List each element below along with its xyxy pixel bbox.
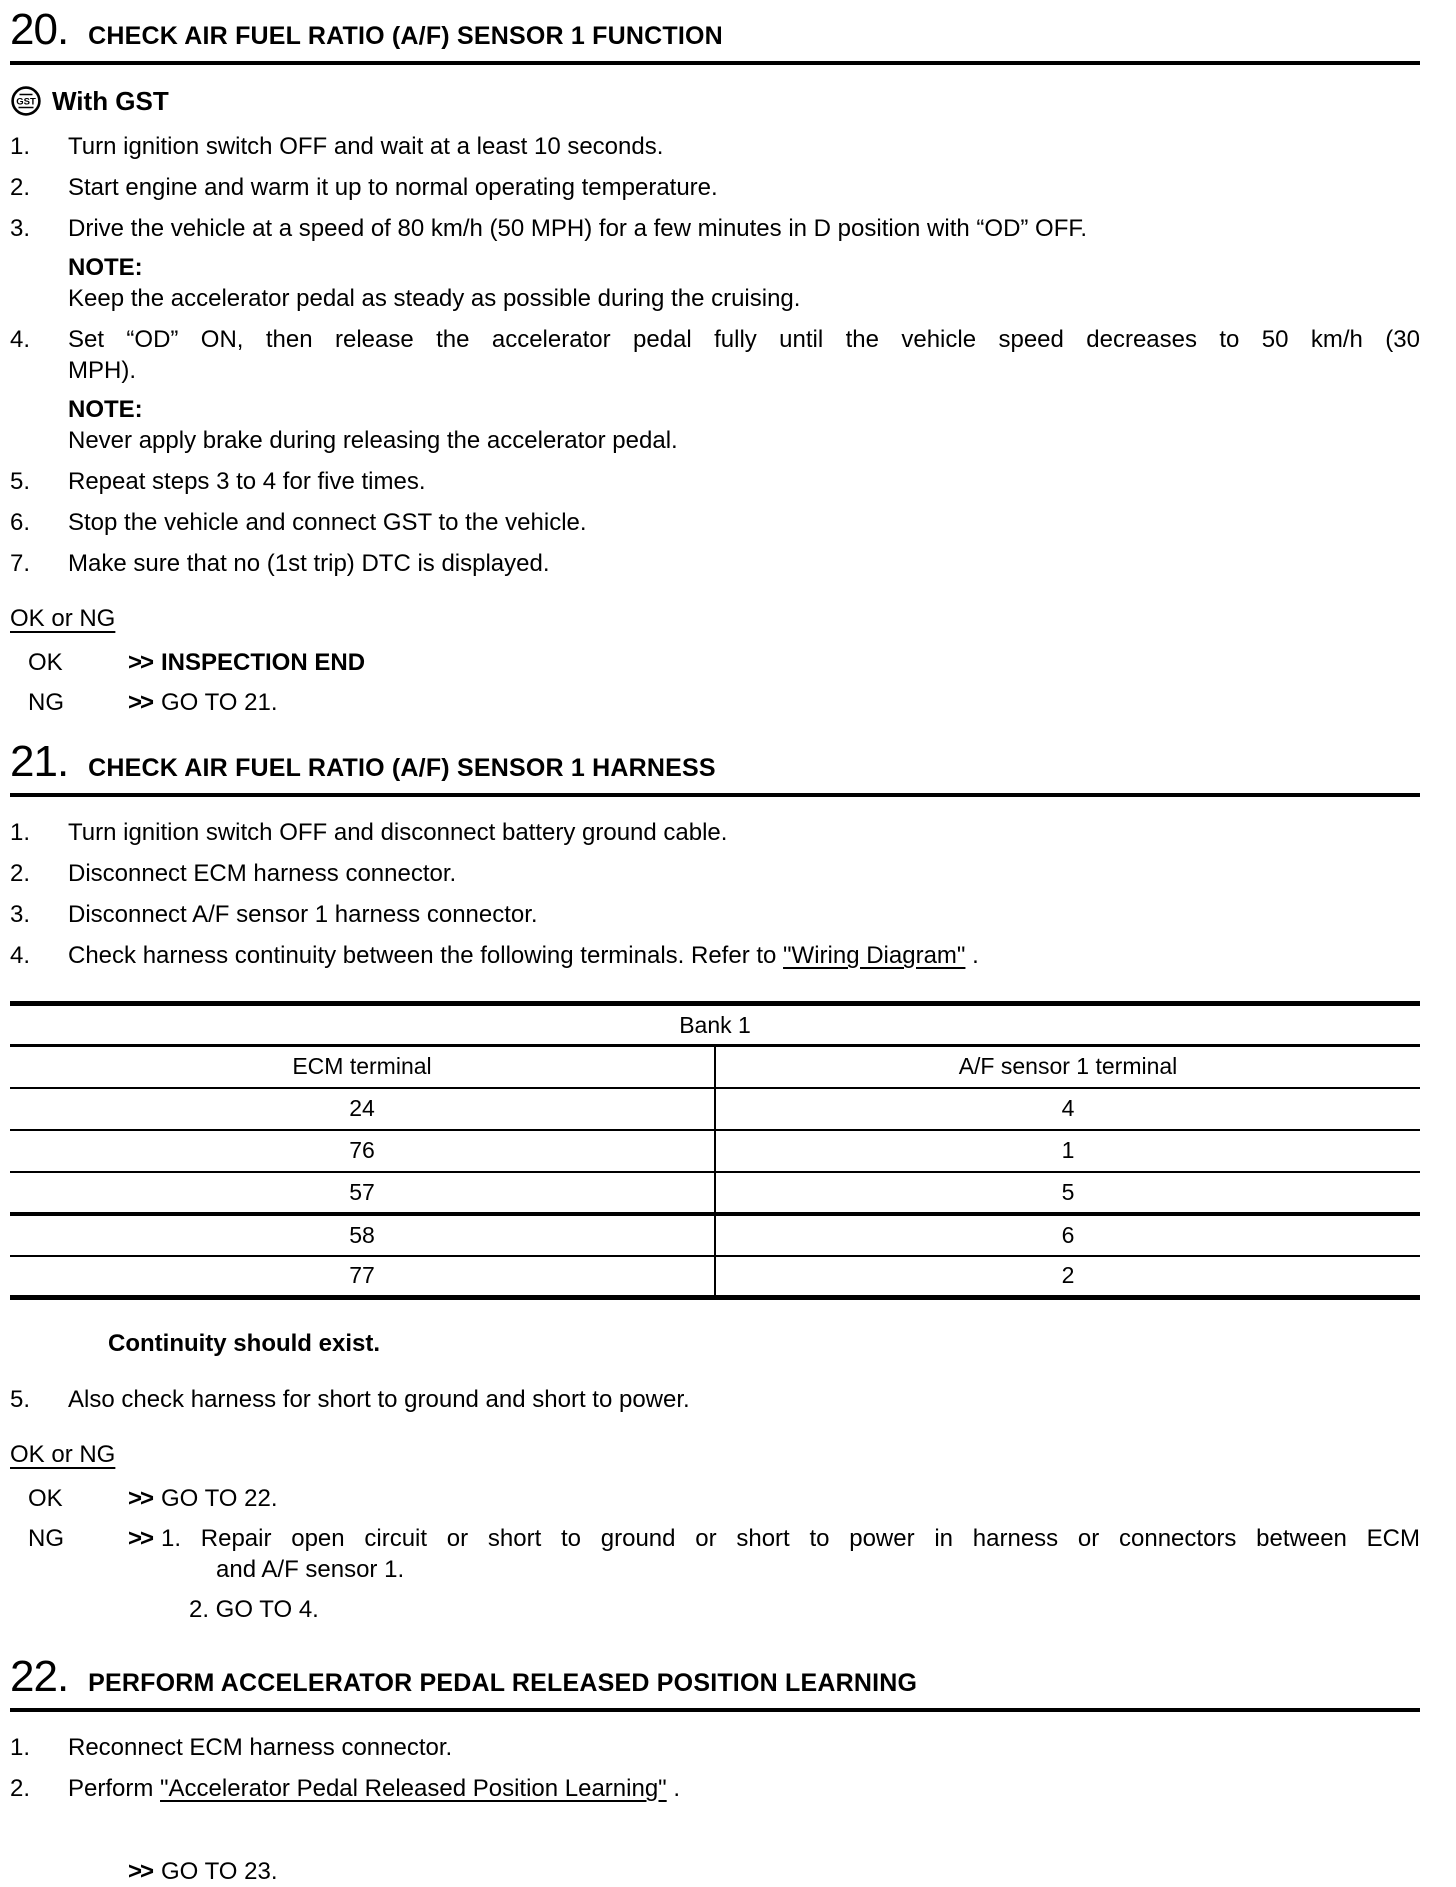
- table-cell: 6: [715, 1214, 1420, 1256]
- result-row: [10, 1483, 1420, 1514]
- section-divider: [10, 61, 1420, 65]
- result-arrow: >>: [128, 689, 153, 716]
- result-text: GO TO 23.: [161, 1858, 278, 1885]
- step-text: Drive the vehicle at a speed of 80 km/h (50 MPH) for a few minutes in D position with “OD” OFF.: [68, 215, 1088, 242]
- table-cell: 76: [10, 1130, 715, 1172]
- table-row: [10, 1256, 1420, 1298]
- step-text-suffix: .: [666, 1775, 681, 1802]
- step-number: 3.: [10, 215, 31, 242]
- result-label: OK: [28, 649, 63, 676]
- result-label: NG: [28, 689, 64, 716]
- step-text: Also check harness for short to ground and short to power.: [68, 1386, 690, 1413]
- section-divider: [10, 1708, 1420, 1712]
- section-heading: [10, 737, 1420, 786]
- table-cell: 2: [1061, 1262, 1075, 1289]
- step-text-suffix: .: [965, 942, 979, 969]
- step-text: Disconnect ECM harness connector.: [68, 860, 457, 887]
- gst-icon: [10, 85, 42, 117]
- result-text: GO TO 22.: [161, 1485, 278, 1512]
- table-row: [10, 1130, 1420, 1172]
- step-item: [10, 507, 1420, 538]
- result-text: GO TO 21.: [161, 689, 278, 716]
- step-item: [10, 817, 1420, 848]
- result-text: INSPECTION END: [161, 649, 366, 676]
- step-item: [10, 324, 1420, 456]
- result-arrow: >>: [128, 1858, 153, 1885]
- step-number: 5.: [10, 468, 31, 495]
- step-number: 3.: [10, 901, 31, 928]
- step-text: Reconnect ECM harness connector.: [68, 1734, 453, 1761]
- step-item: [10, 1773, 1420, 1804]
- section-title: CHECK AIR FUEL RATIO (A/F) SENSOR 1 FUNCTION: [88, 22, 723, 50]
- step-item: [10, 899, 1420, 930]
- step-item: [10, 131, 1420, 162]
- step-text-line2: MPH).: [68, 357, 136, 384]
- table-cell: 58: [10, 1214, 715, 1256]
- table-header-af-sensor-terminal: A/F sensor 1 terminal: [715, 1046, 1420, 1088]
- result-text-line1: 1. Repair open circuit or short to ground or short to power in harness or connectors between ECM: [161, 1525, 1420, 1552]
- table-header-ecm-terminal: ECM terminal: [10, 1046, 715, 1088]
- section-title: PERFORM ACCELERATOR PEDAL RELEASED POSITION LEARNING: [88, 1669, 918, 1697]
- section-divider: [10, 793, 1420, 797]
- note-block: [68, 394, 1420, 456]
- table-row: [10, 1088, 1420, 1130]
- step-number: 2.: [10, 1775, 31, 1802]
- step-number: 4.: [10, 326, 31, 353]
- step-text: Check harness continuity between the following terminals. Refer to: [68, 942, 784, 969]
- step-number: 4.: [10, 942, 31, 969]
- result-row: [10, 647, 1420, 678]
- step-number: 1.: [10, 133, 31, 160]
- table-cell: 1: [715, 1130, 1420, 1172]
- step-text-line1: Set “OD” ON, then release the accelerator pedal fully until the vehicle speed decreases to 50 km/h (30: [68, 326, 1420, 353]
- step-number: 2.: [10, 174, 31, 201]
- results-block: [10, 1483, 1420, 1625]
- step-item: [10, 172, 1420, 203]
- step-text: Start engine and warm it up to normal operating temperature.: [68, 174, 718, 201]
- step-text: Make sure that no (1st trip) DTC is displayed.: [68, 550, 550, 577]
- step-item: [10, 548, 1420, 579]
- table-cell: 5: [715, 1172, 1420, 1214]
- svg-text:GST: GST: [16, 96, 36, 108]
- result-label: NG: [28, 1525, 64, 1552]
- note-text: Keep the accelerator pedal as steady as possible during the cruising.: [68, 285, 801, 312]
- final-result-row: [10, 1856, 1420, 1887]
- ok-or-ng-label: OK or NG: [10, 605, 116, 632]
- section-number: 20.: [10, 5, 69, 54]
- note-label: NOTE:: [68, 254, 143, 281]
- section-number: 22.: [10, 1652, 69, 1701]
- procedure-section-21: [10, 737, 1420, 1625]
- note-label: NOTE:: [68, 396, 143, 423]
- section-number: 21.: [10, 737, 69, 786]
- step-text: Repeat steps 3 to 4 for five times.: [68, 468, 426, 495]
- step-number: 2.: [10, 860, 31, 887]
- result-label: OK: [28, 1485, 63, 1512]
- continuity-spec: Continuity should exist.: [108, 1330, 381, 1357]
- result-text-line2: and A/F sensor 1.: [216, 1556, 405, 1583]
- table-row: [10, 1172, 1420, 1214]
- result-arrow: >>: [128, 649, 153, 676]
- ok-or-ng-label: OK or NG: [10, 1441, 116, 1468]
- step-text: Turn ignition switch OFF and wait at a least 10 seconds.: [68, 133, 664, 160]
- with-gst-label: With GST: [52, 85, 169, 116]
- procedure-section-22: [10, 1652, 1420, 1887]
- accelerator-pedal-learning-link[interactable]: "Accelerator Pedal Released Position Learning": [160, 1775, 667, 1802]
- note-block: [68, 252, 1420, 314]
- step-number: 5.: [10, 1386, 31, 1413]
- result-arrow: >>: [128, 1525, 153, 1552]
- result-label-spacer: [10, 1856, 128, 1887]
- table-caption: Bank 1: [10, 1004, 1420, 1046]
- wiring-diagram-link[interactable]: "Wiring Diagram": [783, 942, 966, 969]
- step-item: [10, 940, 1420, 971]
- table-cell: 77: [10, 1256, 715, 1298]
- section-heading: [10, 5, 1420, 54]
- result-row: [10, 1523, 1420, 1625]
- step-number: 1.: [10, 1734, 31, 1761]
- section-title: CHECK AIR FUEL RATIO (A/F) SENSOR 1 HARNESS: [88, 754, 716, 782]
- step-text: Perform: [68, 1775, 161, 1802]
- table-row: [10, 1214, 1420, 1256]
- step-text: Turn ignition switch OFF and disconnect battery ground cable.: [68, 819, 728, 846]
- step-number: 6.: [10, 509, 31, 536]
- result-text-line3: 2. GO TO 4.: [189, 1596, 319, 1623]
- step-item: [10, 1732, 1420, 1763]
- step-item: [10, 213, 1420, 314]
- procedure-section-20: [10, 5, 1420, 718]
- step-text: Disconnect A/F sensor 1 harness connector.: [68, 901, 538, 928]
- result-row: [10, 687, 1420, 718]
- step-item: [10, 1384, 1420, 1415]
- table-cell: 4: [715, 1088, 1420, 1130]
- terminal-continuity-table: [10, 1001, 1420, 1300]
- section-heading: [10, 1652, 1420, 1701]
- step-item: [10, 858, 1420, 889]
- step-number: 7.: [10, 550, 31, 577]
- step-text: Stop the vehicle and connect GST to the vehicle.: [68, 509, 587, 536]
- result-arrow: >>: [128, 1485, 153, 1512]
- table-cell: 24: [10, 1088, 715, 1130]
- note-text: Never apply brake during releasing the accelerator pedal.: [68, 427, 678, 454]
- result-text: [161, 1523, 1420, 1625]
- results-block: [10, 647, 1420, 718]
- with-gst-subheading: [10, 85, 1420, 117]
- step-item: [10, 466, 1420, 497]
- step-number: 1.: [10, 819, 31, 846]
- table-cell: 57: [10, 1172, 715, 1214]
